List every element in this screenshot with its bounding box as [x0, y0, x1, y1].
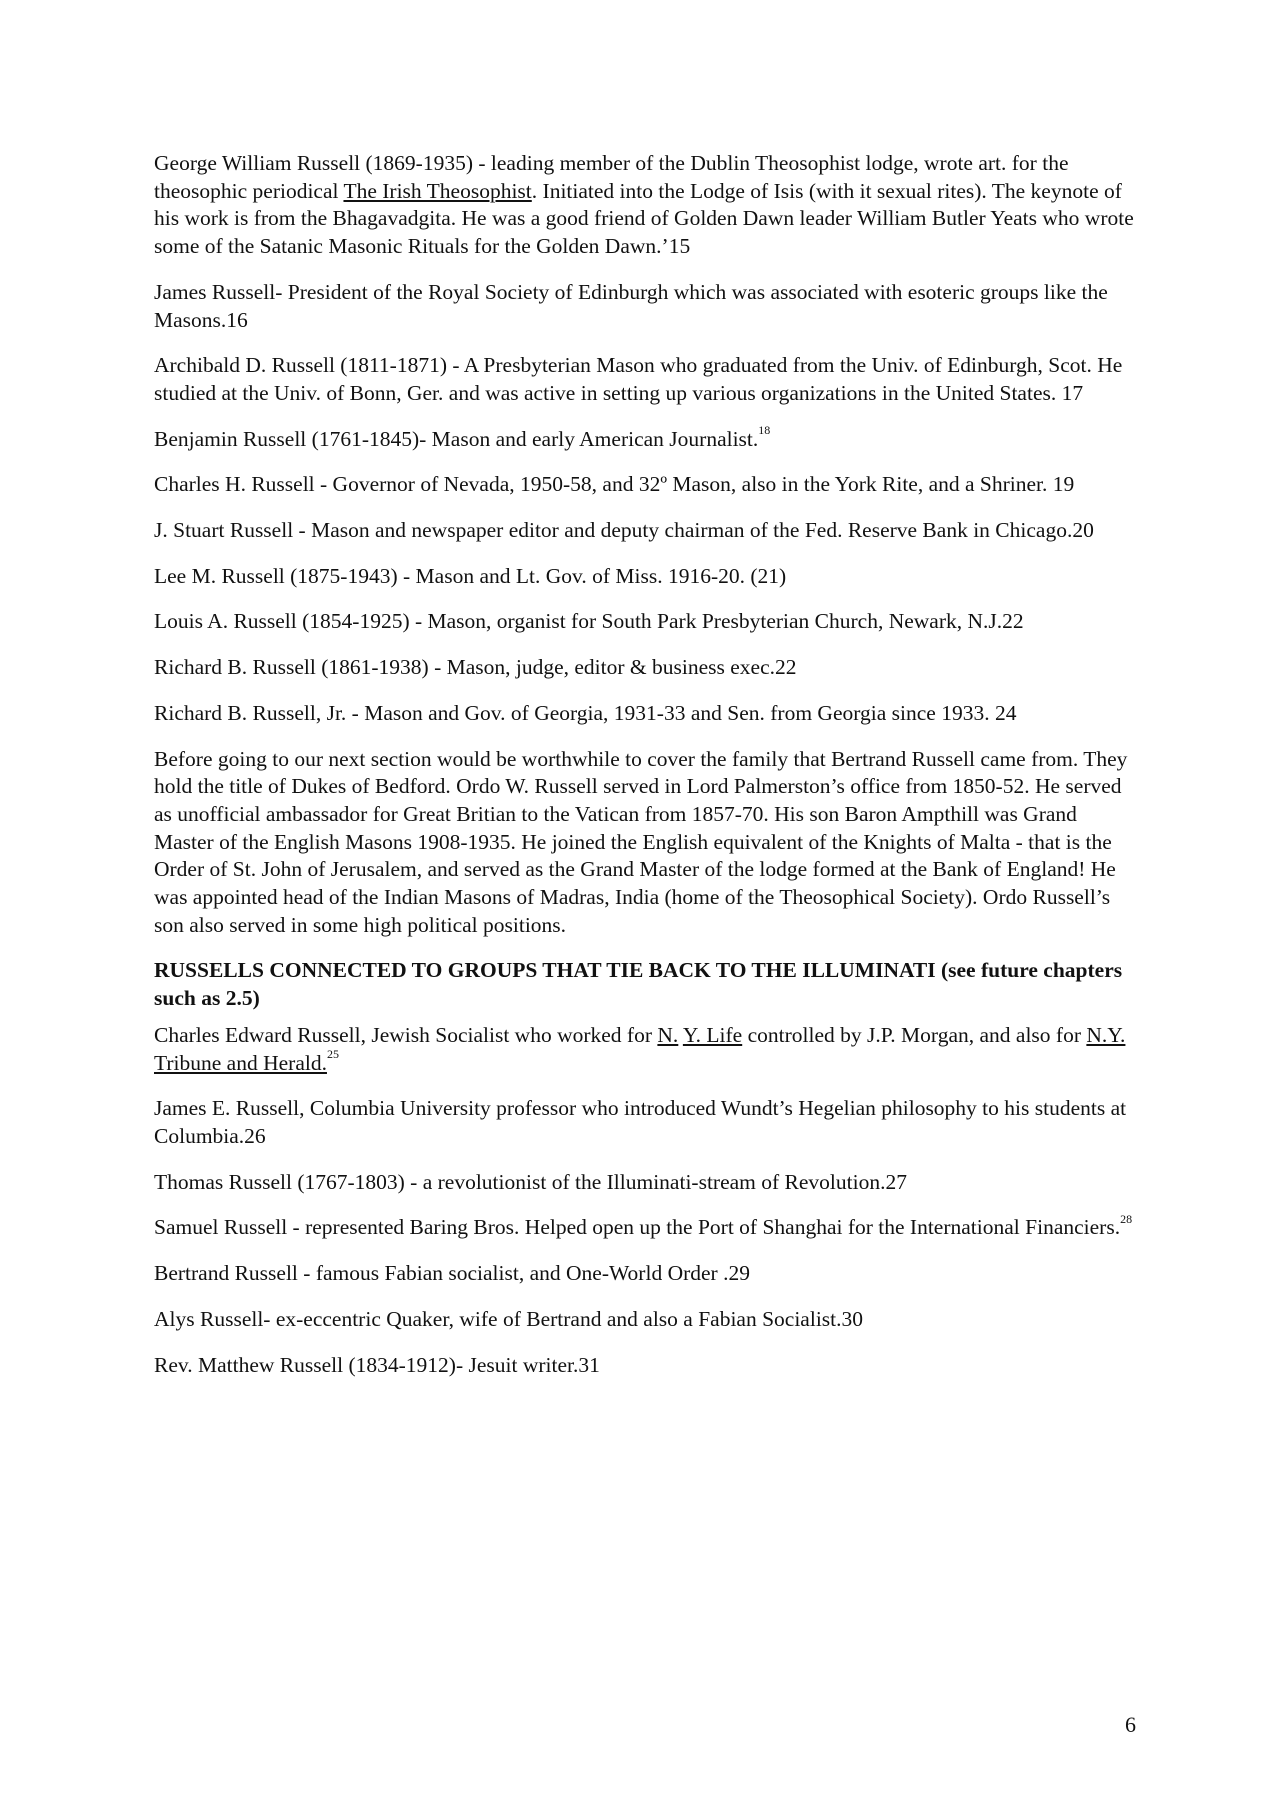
- entry-benjamin-russell: [154, 423, 1134, 454]
- paragraph-bedford-family: Before going to our next section would be worthwhile to cover the family that Bertrand Russell came from. They hold the title of Dukes of Bedford. Ordo W. Russell served in Lord Palmerston’s office from 1850-52. He served as unofficial ambassador for Great Britian to the Vatican from 1857-70. His son Baron Ampthill was Grand Master of the English Masons 1908-1935. He joined the English equivalent of the Knights of Malta - that is the Order of St. John of Jerusalem, and served as the Grand Master of the lodge formed at the Bank of England! He was appointed head of the Indian Masons of Madras, India (home of the Theosophical Society). Ordo Russell’s son also served in some high political positions.: [154, 746, 1128, 937]
- entry-lee-russell: Lee M. Russell (1875-1943) - Mason and Lt. Gov. of Miss. 1916-20. (21): [154, 563, 787, 588]
- underlined-n: N.: [657, 1022, 679, 1047]
- entry-alys-russell: Alys Russell- ex-eccentric Quaker, wife of Bertrand and also a Fabian Socialist.30: [154, 1306, 864, 1331]
- page-number: 6: [1125, 1712, 1136, 1737]
- footnote-marker: 25: [326, 1047, 339, 1062]
- entry-archibald-russell: Archibald D. Russell (1811-1871) - A Presbyterian Mason who graduated from the Univ. of Edinburgh, Scot. He studied at the Univ. of Bonn, Ger. and was active in setting up various organizations in the United States. 17: [154, 353, 1123, 405]
- entry-louis-russell: Louis A. Russell (1854-1925) - Mason, organist for South Park Presbyterian Church, Newark, N.J.22: [154, 609, 1024, 634]
- entry-bertrand-russell: Bertrand Russell - famous Fabian socialist, and One-World Order .29: [154, 1261, 750, 1286]
- entry-text: George William Russell (1869-1935) - leading member of the Dublin Theosophist lodge, wrote art. for the theosophic periodical: [154, 151, 1069, 203]
- underlined-ny-tribune-herald: N.Y. Tribune and Herald.: [154, 1022, 1126, 1075]
- footnote-marker: 18: [758, 423, 771, 438]
- entry-richard-russell: Richard B. Russell (1861-1938) - Mason, judge, editor & business exec.22: [154, 655, 797, 680]
- underlined-y-life: Y. Life: [682, 1022, 743, 1047]
- entry-thomas-russell: Thomas Russell (1767-1803) - a revolutionist of the Illuminati-stream of Revolution.27: [154, 1169, 907, 1194]
- entry-james-e-russell: James E. Russell, Columbia University professor who introduced Wundt’s Hegelian philosophy to his students at Columbia.26: [154, 1096, 1127, 1148]
- entry-text: Samuel Russell - represented Baring Bros. Helped open up the Port of Shanghai for the International Financiers.: [154, 1215, 1121, 1240]
- periodical-title-irish-theosophist: The Irish Theosophist: [343, 178, 532, 203]
- footnote-marker: 28: [1120, 1212, 1133, 1227]
- entry-matthew-russell: Rev. Matthew Russell (1834-1912)- Jesuit writer.31: [154, 1352, 600, 1377]
- entry-samuel-russell: [154, 1214, 1134, 1242]
- entry-george-william-russell: [154, 150, 1134, 261]
- entry-text: Benjamin Russell (1761-1845)- Mason and early American Journalist.: [154, 426, 759, 451]
- entry-charles-h-russell: Charles H. Russell - Governor of Nevada, 1950-58, and 32º Mason, also in the York Rite, and a Shriner. 19: [154, 472, 1075, 497]
- document-body: [154, 150, 1134, 1397]
- section-heading: RUSSELLS CONNECTED TO GROUPS THAT TIE BACK TO THE ILLUMINATI (see future chapters such as 2.5): [154, 958, 1123, 1011]
- entry-text: controlled by J.P. Morgan, and also for: [742, 1022, 1087, 1047]
- entry-j-stuart-russell: J. Stuart Russell - Mason and newspaper editor and deputy chairman of the Fed. Reserve Bank in Chicago.20: [154, 518, 1094, 543]
- entry-james-russell: James Russell- President of the Royal Society of Edinburgh which was associated with esoteric groups like the Masons.16: [154, 279, 1108, 332]
- entry-text: Charles Edward Russell, Jewish Socialist who worked for: [154, 1022, 658, 1047]
- entry-charles-edward-russell: [154, 1022, 1134, 1077]
- entry-richard-russell-jr: Richard B. Russell, Jr. - Mason and Gov. of Georgia, 1931-33 and Sen. from Georgia since 1933. 24: [154, 700, 1017, 725]
- entry-text: . Initiated into the Lodge of Isis (with it sexual rites). The keynote of his work is from the Bhagavadgita. He was a good friend of Golden Dawn leader William Butler Yeats who wrote some of the Satanic Masonic Rituals for the Golden Dawn.’15: [154, 178, 1134, 259]
